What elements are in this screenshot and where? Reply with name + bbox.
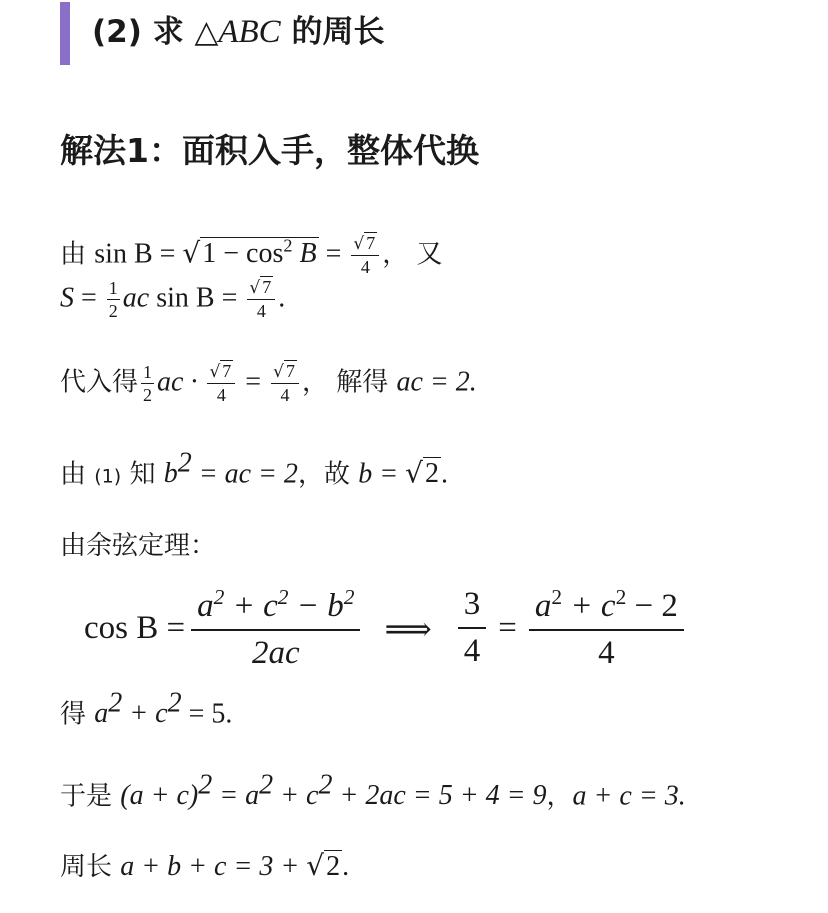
sin-b-lhs: sin B = <box>94 238 183 270</box>
equals: = <box>238 366 269 398</box>
ac-expr: ac <box>122 282 150 314</box>
step-text: 得 <box>60 699 95 730</box>
step-text: 代入得 <box>60 367 139 398</box>
period: . <box>342 851 350 882</box>
square-expansion: $(a + c)^2 = a^2 + c^2 + 2ac = 5 + 4 = 9$ <box>120 770 547 812</box>
perimeter-expr: a + b + c = 3 + <box>120 851 307 882</box>
step-text: 周长 <box>60 852 121 882</box>
step-text: 由 <box>60 459 95 490</box>
accent-bar <box>60 2 70 65</box>
equals: = <box>498 609 517 646</box>
fraction-sqrt7-over-4: $\frac{√ 7}{4}$ <box>207 362 235 404</box>
fraction-sqrt7-over-4: $\frac{√ 7}{4}$ <box>351 234 379 276</box>
ac-result: ac = 2. <box>396 366 477 398</box>
sin-b: sin B = <box>149 282 245 314</box>
part-reference: (1) <box>94 465 122 488</box>
step-a-plus-c <box>60 766 686 816</box>
fraction-one-half: $\frac{1}{2}$ <box>108 277 118 321</box>
step-text: ， <box>546 781 573 812</box>
sqrt-icon: √ <box>182 236 201 270</box>
radicand: $1 - \cos^2 B$ <box>202 236 317 270</box>
period: . <box>440 458 448 490</box>
implies-arrow-icon: ⟹ <box>384 608 432 648</box>
a-plus-c-result: a + c = 3. <box>572 780 686 812</box>
step-sin-b <box>60 226 443 276</box>
step-text: ， 又 <box>382 239 443 270</box>
equals: = <box>74 282 104 314</box>
step-substitute <box>60 362 477 404</box>
b-squared: $b^2$ <box>163 448 192 490</box>
area-symbol: S <box>60 282 74 314</box>
step-b-value <box>60 444 448 496</box>
radicand: 2 <box>326 851 341 882</box>
step-sum-squares <box>60 684 232 734</box>
sum-squares-value: = 5. <box>181 698 233 730</box>
method-title: 解法1：面积入手，整体代换 <box>60 131 479 170</box>
step-perimeter <box>60 846 349 887</box>
ac-expr: ac · <box>157 366 205 398</box>
step-text: 由 <box>60 239 95 270</box>
sqrt-icon: √ <box>405 456 423 490</box>
part-label: (2) 求 <box>92 14 195 50</box>
triangle-symbol: △ <box>194 14 219 49</box>
sqrt-icon: √ <box>306 849 325 882</box>
fraction-sqrt7-over-4: $\frac{√ 7}{4}$ <box>271 362 299 404</box>
part-suffix: 的周长 <box>280 14 385 50</box>
step-cosine-intro: 由余弦定理： <box>60 531 217 561</box>
b-lhs: b = <box>358 458 406 490</box>
part-title <box>92 10 384 54</box>
period: . <box>278 282 286 314</box>
step-text: ，故 <box>297 459 359 490</box>
cos-b-lhs: cos B = <box>84 609 186 646</box>
step-text: ， 解得 <box>301 367 397 398</box>
triangle-vertices: ABC <box>218 14 281 50</box>
equals: = <box>318 238 349 270</box>
fraction-sqrt7-over-4: $\frac{√ 7}{4}$ <box>247 278 275 320</box>
cosine-rule-fraction: $\frac{a^2 + c^2 - b^2}{2ac}$ <box>191 587 360 670</box>
sum-squares-expr: $a^2 + c^2$ <box>94 688 182 730</box>
sum-squares-fraction: $\frac{a^2 + c^2 - 2}{4}$ <box>529 587 684 670</box>
step-text: 于是 <box>60 781 121 812</box>
three-quarters-fraction: $\frac{3}{4}$ <box>458 588 487 668</box>
step-area <box>60 278 285 320</box>
radicand: 2 <box>424 458 439 490</box>
step-text: 知 <box>121 459 164 490</box>
fraction-one-half: $\frac{1}{2}$ <box>143 361 153 405</box>
b-squared-value: = ac = 2 <box>191 458 298 490</box>
cosine-rule-equation <box>84 586 690 670</box>
